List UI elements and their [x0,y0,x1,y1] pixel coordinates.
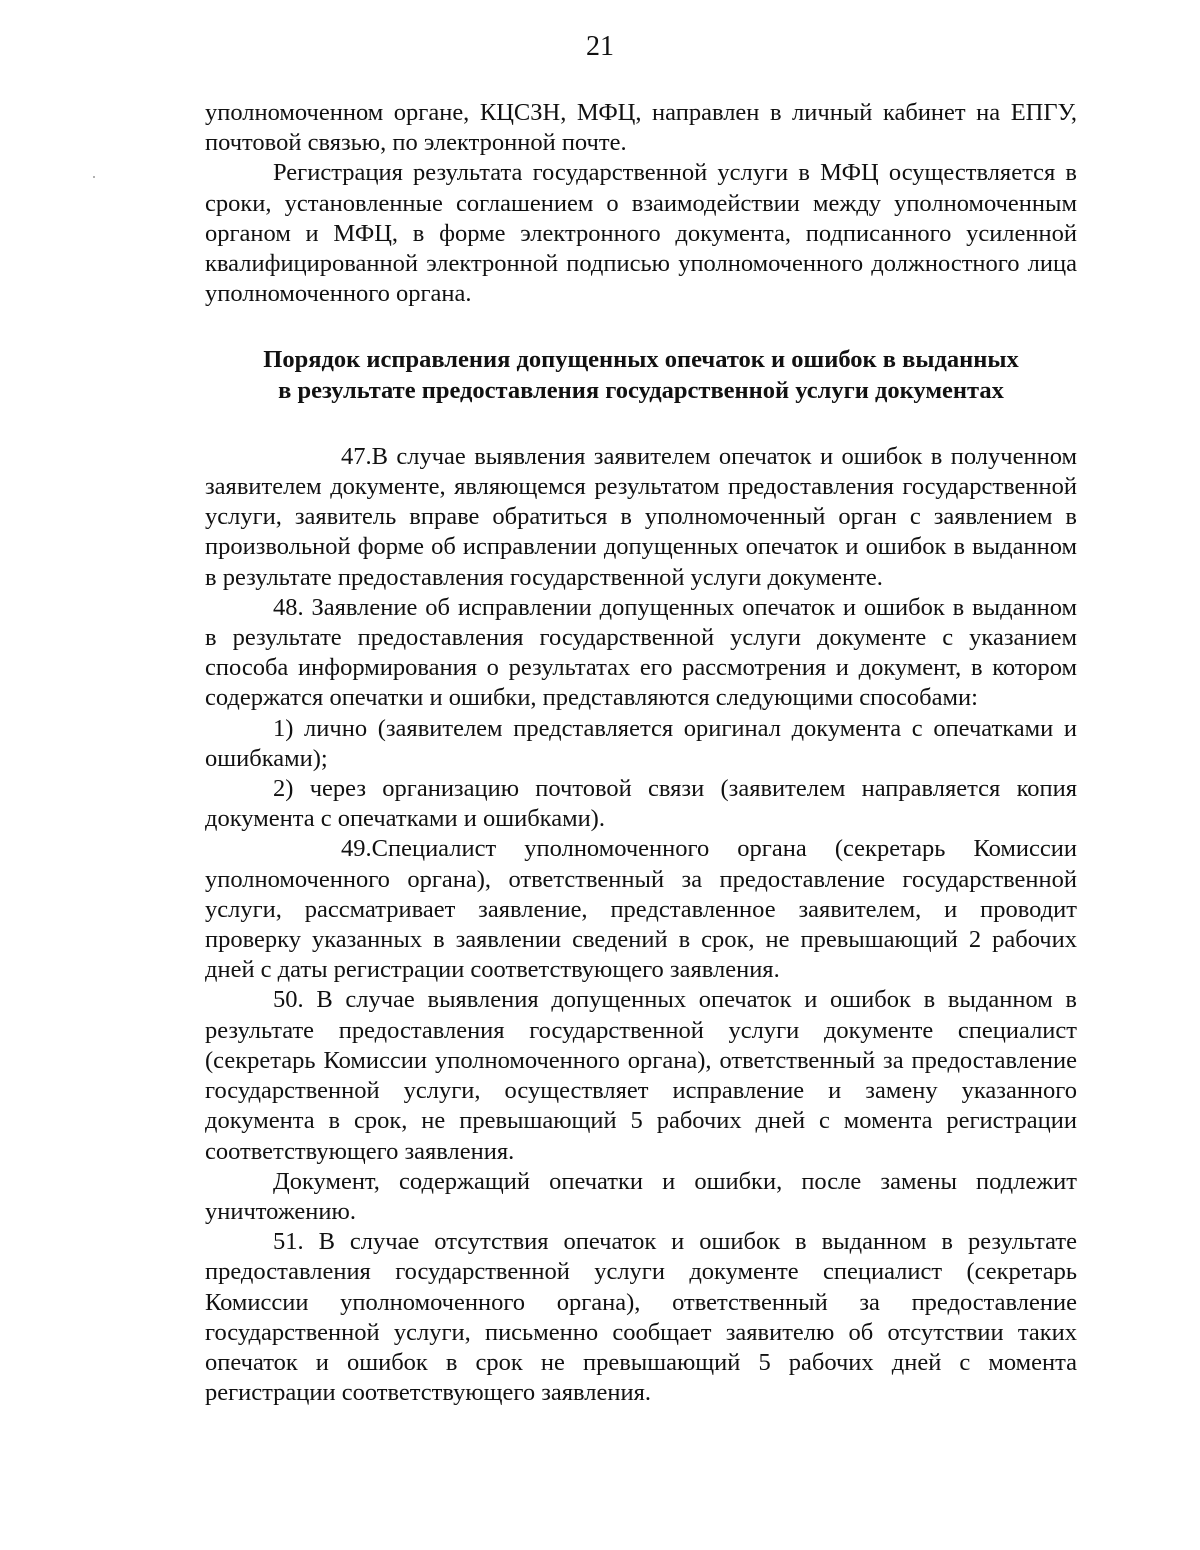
paragraph-47-text: В случае выявления заявителем опечаток и ошибок в полученном заявителем документе, являющемся результатом предоставления государственной услуги, заявитель вправе обратиться в уполномоченный орган с заявлением в произвольной форме об исправлении допущенных опечаток и ошибок в выданном в результате предоставления государственной услуги документе. [205,442,1077,591]
paragraph-49 [205,834,1077,985]
paragraph-50: 50. В случае выявления допущенных опечаток и ошибок в выданном в результате предоставления государственной услуги документе специалист (секретарь Комиссии уполномоченного органа), ответственный за предоставление государственной услуги, осуществляет исправление и замену указанного документа в срок, не превышающий 5 рабочих дней с момента регистрации соответствующего заявления. [205,986,1077,1165]
paragraph-registration: Регистрация результата государственной услуги в МФЦ осуществляется в сроки, установленные соглашением о взаимодействии между уполномоченным органом и МФЦ, в форме электронного документа, подписанного усиленной квалифицированной электронной подписью уполномоченного должностного лица уполномоченного органа. [205,159,1077,308]
paragraph-49-number: 49. [341,835,372,863]
document-body [205,98,1077,1408]
section-heading-line-1: Порядок исправления допущенных опечаток и ошибок в выданных [263,346,1019,374]
paragraph-48-item-2: 2) через организацию почтовой связи (заявителем направляется копия документа с опечатками и ошибками). [205,775,1077,833]
section-heading [205,345,1077,405]
paragraph-48-item-1: 1) лично (заявителем представляется оригинал документа с опечатками и ошибками); [205,714,1077,772]
paragraph-49-text: Специалист уполномоченного органа (секретарь Комиссии уполномоченного органа), ответственный за предоставление государственной услуги, рассматривает заявление, представленное заявителем, и проводит проверку указанных в заявлении сведений в срок, не превышающий 2 рабочих дней с даты регистрации соответствующего заявления. [205,835,1077,984]
page-number: 21 [586,31,614,62]
paragraph-47 [205,442,1077,593]
paragraph-47-number: 47. [341,442,372,470]
paragraph-continuation: уполномоченном органе, КЦСЗН, МФЦ, направлен в личный кабинет на ЕПГУ, почтовой связью, по электронной почте. [205,99,1077,157]
section-heading-line-2: в результате предоставления государственной услуги документах [278,376,1004,404]
paragraph-51: 51. В случае отсутствия опечаток и ошибок в выданном в результате предоставления государственной услуги документе специалист (секретарь Комиссии уполномоченного органа), ответственный за предоставление государственной услуги, письменно сообщает заявителю об отсутствии таких опечаток и ошибок в срок не превышающий 5 рабочих дней с момента регистрации соответствующего заявления. [205,1228,1077,1407]
paragraph-48: 48. Заявление об исправлении допущенных опечаток и ошибок в выданном в результате предоставления государственной услуги документе с указанием способа информирования о результатах его рассмотрения и документ, в котором содержатся опечатки и ошибки, представляются следующими способами: [205,593,1077,712]
scan-speck [93,176,95,178]
paragraph-50-note: Документ, содержащий опечатки и ошибки, после замены подлежит уничтожению. [205,1167,1077,1225]
